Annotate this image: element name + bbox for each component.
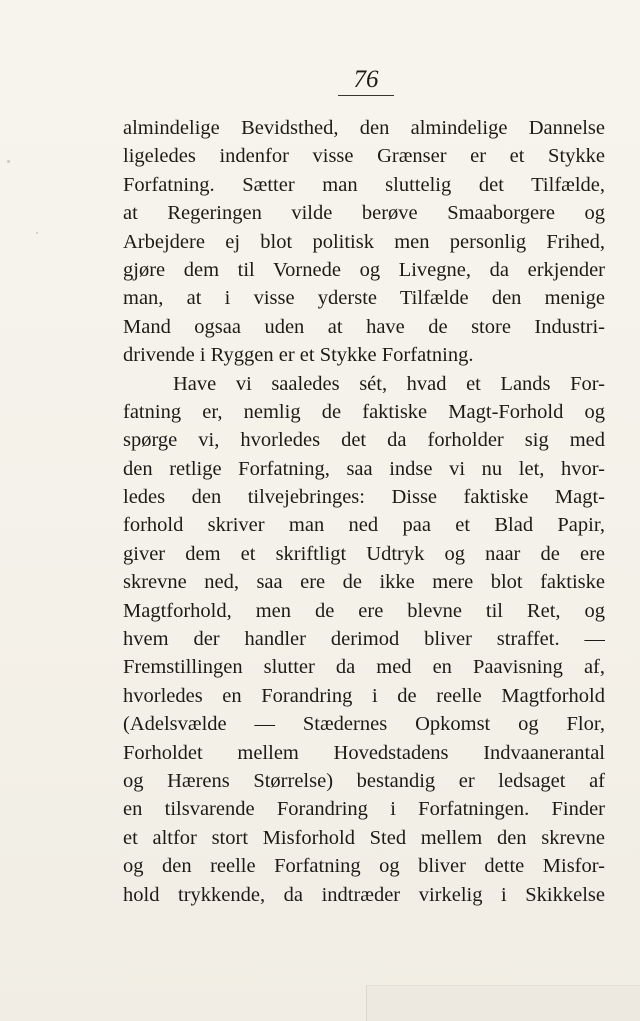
text-line: et altfor stort Misforhold Sted mellem den skrevne [123,826,605,849]
text-line: og Hærens Størrelse) bestandig er ledsaget af [123,769,605,792]
text-line: skrevne ned, saa ere de ikke mere blot faktiske [123,571,605,594]
text-line: hvem der handler derimod bliver straffet. — [123,628,605,651]
text-line: Have vi saaledes sét, hvad et Lands For- [173,372,605,395]
text-line: Forfatning. Sætter man sluttelig det Tilfælde, [123,173,605,196]
text-line: Forholdet mellem Hovedstadens Indvaanerantal [123,741,605,764]
text-line: man, at i visse yderste Tilfælde den menige [123,287,605,310]
body-text [123,114,605,909]
text-line: ledes den tilvejebringes: Disse faktiske Magt- [123,486,605,509]
text-line: almindelige Bevidsthed, den almindelige Dannelse [123,117,605,139]
text-line: en tilsvarende Forandring i Forfatningen. Finder [123,798,605,821]
text-line: drivende i Ryggen er et Stykke Forfatning. [123,344,474,367]
text-line: den retlige Forfatning, saa indse vi nu let, hvor- [123,457,605,480]
text-line: giver dem et skriftligt Udtryk og naar de ere [123,542,605,565]
text-line: (Adelsvælde — Stædernes Opkomst og Flor, [123,713,605,736]
text-line: Fremstillingen slutter da med en Paavisning af, [123,656,605,679]
text-line: Arbejdere ej blot politisk men personlig Frihed, [123,230,605,253]
text-line: hvorledes en Forandring i de reelle Magtforhold [123,684,605,707]
page-number: 76 [353,66,379,93]
page-number-rule [338,95,394,96]
text-line: at Regeringen vilde berøve Smaaborgere og [123,202,605,225]
text-line: Mand ogsaa uden at have de store Industri- [123,315,605,338]
page-fold-mark [366,985,640,1021]
text-line: hold trykkende, da indtræder virkelig i Skikkelse [123,883,605,906]
text-line: og den reelle Forfatning og bliver dette Misfor- [123,855,605,878]
text-line: ligeledes indenfor visse Grænser er et Stykke [123,145,605,168]
paper-speck [7,160,10,163]
text-line: gjøre dem til Vornede og Livegne, da erkjender [123,258,605,281]
text-line: forhold skriver man ned paa et Blad Papir, [123,514,605,537]
text-line: fatning er, nemlig de faktiske Magt-Forhold og [123,400,605,423]
text-line: spørge vi, hvorledes det da forholder sig med [123,429,605,452]
text-line: Magtforhold, men de ere blevne til Ret, og [123,599,605,622]
paper-speck [36,232,38,234]
